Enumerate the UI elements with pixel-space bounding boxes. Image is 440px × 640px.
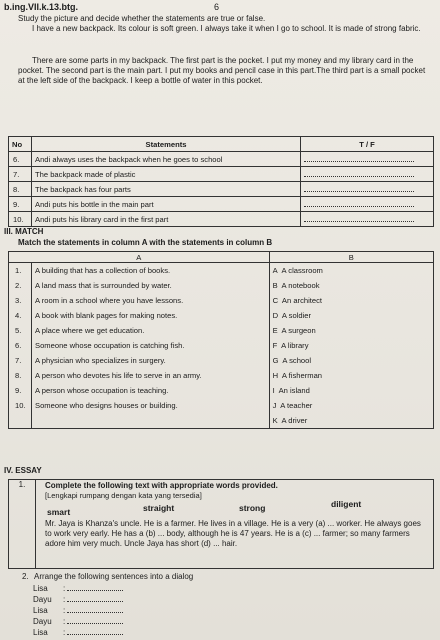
column-header-tf: T / F — [301, 137, 434, 152]
column-header-no: No — [9, 137, 32, 152]
column-b-item: J A teacher — [269, 398, 433, 413]
essay-text: Mr. Jaya is Khanza's uncle. He is a farmer. He lives in a village. He is a very (a) ... worker. He always goes to work very early. He has a (b) ... body, although he is 47 years. He is a (c) ... farmer; so many farmers adore him very much. Uncle Jaya has short (d) ... hair. — [45, 519, 421, 548]
item-number: 2. — [9, 278, 32, 293]
dialog-instruction: Arrange the following sentences into a dialog — [34, 572, 194, 581]
row-number: 9. — [9, 197, 32, 212]
column-a-item — [32, 413, 270, 429]
word-bank-item: straight — [143, 503, 175, 513]
dialog-line: Lisa : — [33, 605, 123, 615]
true-false-table — [8, 136, 434, 227]
essay-question-box — [8, 479, 434, 569]
word-bank — [45, 501, 429, 519]
row-statement: Andi always uses the backpack when he goes to school — [32, 152, 301, 167]
section-title-essay: IV. ESSAY — [4, 466, 42, 475]
document-code: b.ing.VII.k.13.btg. — [4, 2, 79, 12]
dialog-line: Dayu : — [33, 616, 123, 626]
page-number: 6 — [214, 2, 220, 12]
item-number: 1. — [9, 263, 32, 279]
answer-blank[interactable] — [301, 197, 434, 212]
row-statement: Andi puts his library card in the first part — [32, 212, 301, 227]
column-a-item: A physician who specializes in surgery. — [32, 353, 270, 368]
column-a-item: A place where we get education. — [32, 323, 270, 338]
dialog-line: Lisa : — [33, 627, 123, 637]
matching-table — [8, 251, 434, 429]
table-row — [9, 323, 434, 338]
table-row — [9, 353, 434, 368]
column-header-b: B — [269, 252, 433, 263]
table-row — [9, 167, 434, 182]
word-bank-item: strong — [239, 503, 266, 513]
row-statement: The backpack made of plastic — [32, 167, 301, 182]
row-number: 7. — [9, 167, 32, 182]
column-header-a: A — [9, 252, 270, 263]
row-number: 10. — [9, 212, 32, 227]
dialog-line: Lisa : — [33, 583, 123, 593]
row-number: 8. — [9, 182, 32, 197]
item-number: 8. — [9, 368, 32, 383]
table-header-row — [9, 252, 434, 263]
table-row — [9, 413, 434, 429]
column-b-item: B A notebook — [269, 278, 433, 293]
question-number: 2. — [22, 572, 29, 581]
item-number: 4. — [9, 308, 32, 323]
match-instruction: Match the statements in column A with the statements in column B — [18, 238, 273, 247]
table-row — [9, 263, 434, 279]
column-b-item: A A classroom — [269, 263, 433, 279]
column-header-statements: Statements — [32, 137, 301, 152]
column-a-item: A book with blank pages for making notes. — [32, 308, 270, 323]
column-b-item: D A soldier — [269, 308, 433, 323]
table-row — [9, 278, 434, 293]
column-b-item: E A surgeon — [269, 323, 433, 338]
table-row — [9, 152, 434, 167]
column-b-item: K A driver — [269, 413, 433, 429]
table-row — [9, 368, 434, 383]
column-a-item: A room in a school where you have lessons. — [32, 293, 270, 308]
column-b-item: I An island — [269, 383, 433, 398]
section-title-match: III. MATCH — [4, 227, 44, 236]
item-number: 5. — [9, 323, 32, 338]
item-number: 9. — [9, 383, 32, 398]
answer-blank[interactable] — [301, 152, 434, 167]
column-b-item: H A fisherman — [269, 368, 433, 383]
dialog-blank[interactable] — [67, 605, 123, 613]
dialog-blank[interactable] — [67, 594, 123, 602]
table-row — [9, 398, 434, 413]
row-statement: The backpack has four parts — [32, 182, 301, 197]
item-number: 10. — [9, 398, 32, 413]
dialog-blank[interactable] — [67, 627, 123, 635]
reading-paragraph-2: There are some parts in my backpack. The first part is the pocket. I put my money and my library card in the pocket. The second part is the main part. I put my books and pencil case in this part.The third part is a small pocket at the left side of the backpack. I keep a bottle of water in this pocket. — [18, 56, 426, 85]
table-row — [9, 212, 434, 227]
answer-blank[interactable] — [301, 167, 434, 182]
table-row — [9, 308, 434, 323]
answer-blank[interactable] — [301, 212, 434, 227]
tf-instruction: Study the picture and decide whether the statements are true or false. — [18, 14, 266, 23]
column-b-item: C An architect — [269, 293, 433, 308]
column-b-item: F A library — [269, 338, 433, 353]
dialog-line: Dayu : — [33, 594, 123, 604]
table-row — [9, 338, 434, 353]
column-a-item: A building that has a collection of books. — [32, 263, 270, 279]
word-bank-item: diligent — [331, 499, 362, 509]
column-a-item: A person who devotes his life to serve in an army. — [32, 368, 270, 383]
question-number: 1. — [9, 480, 36, 568]
row-number: 6. — [9, 152, 32, 167]
column-a-item: Someone whose occupation is catching fish. — [32, 338, 270, 353]
item-number: 7. — [9, 353, 32, 368]
dialog-blank[interactable] — [67, 616, 123, 624]
item-number: 6. — [9, 338, 32, 353]
row-statement: Andi puts his bottle in the main part — [32, 197, 301, 212]
table-row — [9, 182, 434, 197]
essay-translation: [Lengkapi rumpang dengan kata yang tersedia] — [45, 491, 202, 500]
essay-instruction: Complete the following text with appropriate words provided. — [45, 481, 278, 490]
column-a-item: A person whose occupation is teaching. — [32, 383, 270, 398]
table-row — [9, 293, 434, 308]
table-row — [9, 197, 434, 212]
table-header-row — [9, 137, 434, 152]
item-number — [9, 413, 32, 429]
column-a-item: Someone who designs houses or building. — [32, 398, 270, 413]
table-row — [9, 383, 434, 398]
dialog-blank[interactable] — [67, 583, 123, 591]
column-a-item: A land mass that is surrounded by water. — [32, 278, 270, 293]
reading-paragraph-1: I have a new backpack. Its colour is soft green. I always take it when I go to school. It is made of strong fabric. — [32, 24, 421, 33]
answer-blank[interactable] — [301, 182, 434, 197]
item-number: 3. — [9, 293, 32, 308]
word-bank-item: smart — [47, 507, 71, 517]
column-b-item: G A school — [269, 353, 433, 368]
